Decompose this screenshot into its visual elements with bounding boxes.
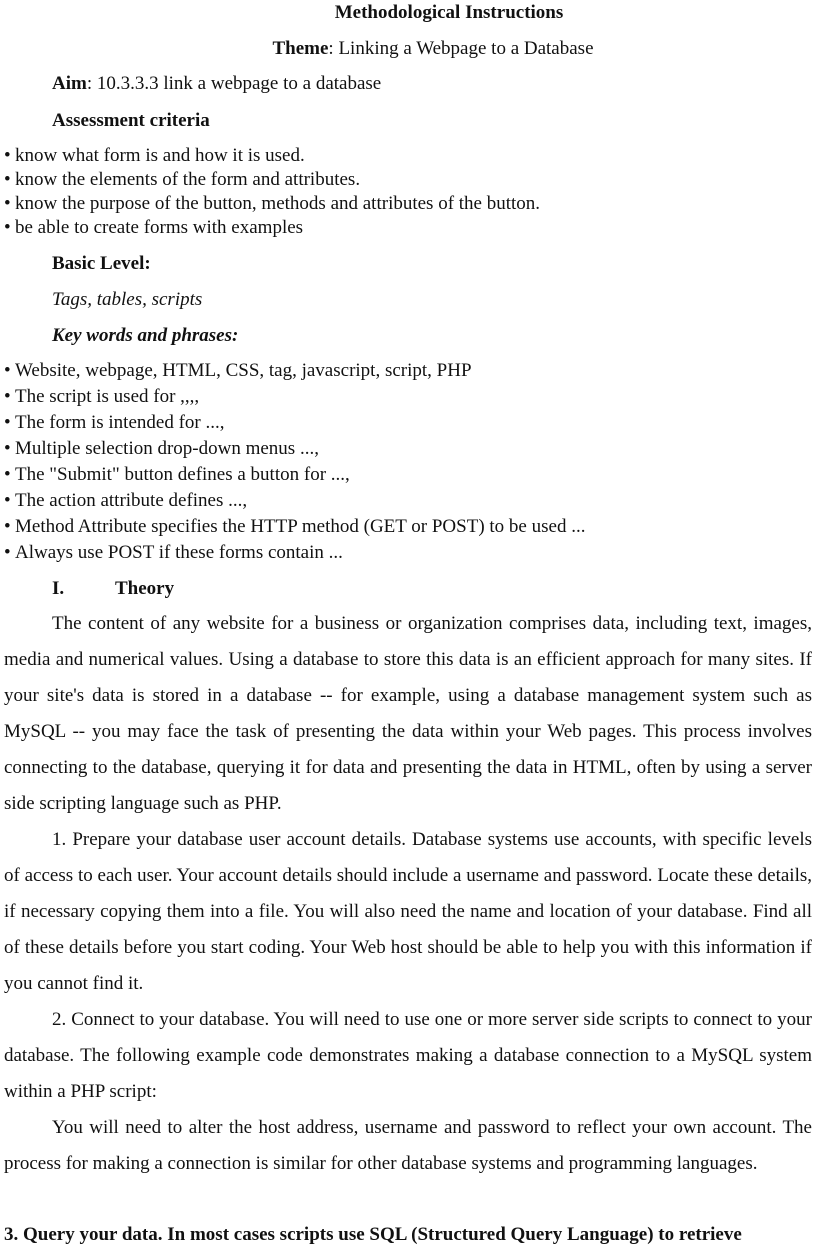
aim-value: : 10.3.3.3 link a webpage to a database xyxy=(86,73,382,94)
assessment-item: • know what form is and how it is used. xyxy=(4,144,305,168)
theory-paragraph: 2. Connect to your database. You will need to use one or more server side scripts to connect to your database. The following example code demonstrates making a database connection to a MySQL system within a PHP script: xyxy=(4,1009,812,1102)
keyword-item: • The form is intended for ..., xyxy=(4,411,224,435)
aim-label: Aim xyxy=(52,73,87,94)
theory-number: I. xyxy=(52,578,65,599)
keyword-item: • Method Attribute specifies the HTTP method (GET or POST) to be used ... xyxy=(4,515,585,539)
keyword-item: • The "Submit" button defines a button for ..., xyxy=(4,463,350,487)
basic-level-heading: Basic Level: xyxy=(52,253,151,274)
basic-level-text: Tags, tables, scripts xyxy=(52,289,203,310)
keyword-item: • Website, webpage, HTML, CSS, tag, javascript, script, PHP xyxy=(4,359,472,383)
theory-heading: Theory xyxy=(115,578,175,599)
theme-value: : Linking a Webpage to a Database xyxy=(328,38,594,59)
aim-line xyxy=(52,72,381,96)
assessment-item: • know the elements of the form and attributes. xyxy=(4,168,360,192)
keyword-item: • Multiple selection drop-down menus ..., xyxy=(4,437,319,461)
keyword-item: • The script is used for ,,,, xyxy=(4,385,199,409)
document-title: Methodological Instructions xyxy=(334,2,564,23)
theory-paragraph: The content of any website for a business or organization comprises data, including text, images, media and numerical values. Using a database to store this data is an efficient approach for many sites. If your site's data is stored in a database -- for example, using a database management system such as MySQL -- you may face the task of presenting the data within your Web pages. This process involves connecting to the database, querying it for data and presenting the data in HTML, often by using a server side scripting language such as PHP. xyxy=(4,613,812,814)
theory-paragraph: You will need to alter the host address, username and password to reflect your own account. The process for making a connection is similar for other database systems and programming languages. xyxy=(4,1117,812,1174)
assessment-heading: Assessment criteria xyxy=(52,110,210,131)
theme-line xyxy=(0,37,816,61)
theory-paragraph: 1. Prepare your database user account details. Database systems use accounts, with specific levels of access to each user. Your account details should include a username and password. Locate these details, if necessary copying them into a file. You will also need the name and location of your database. Find all of these details before you start coding. Your Web host should be able to help you with this information if you cannot find it. xyxy=(4,829,812,994)
keyword-item: • Always use POST if these forms contain ... xyxy=(4,541,343,565)
query-data-heading: 3. Query your data. In most cases scripts use SQL (Structured Query Language) to retrieve xyxy=(4,1224,742,1245)
keyword-item: • The action attribute defines ..., xyxy=(4,489,247,513)
assessment-item: • know the purpose of the button, methods and attributes of the button. xyxy=(4,192,540,216)
theme-label: Theme xyxy=(272,38,329,59)
keywords-heading: Key words and phrases: xyxy=(52,325,239,346)
assessment-item: • be able to create forms with examples xyxy=(4,216,303,240)
